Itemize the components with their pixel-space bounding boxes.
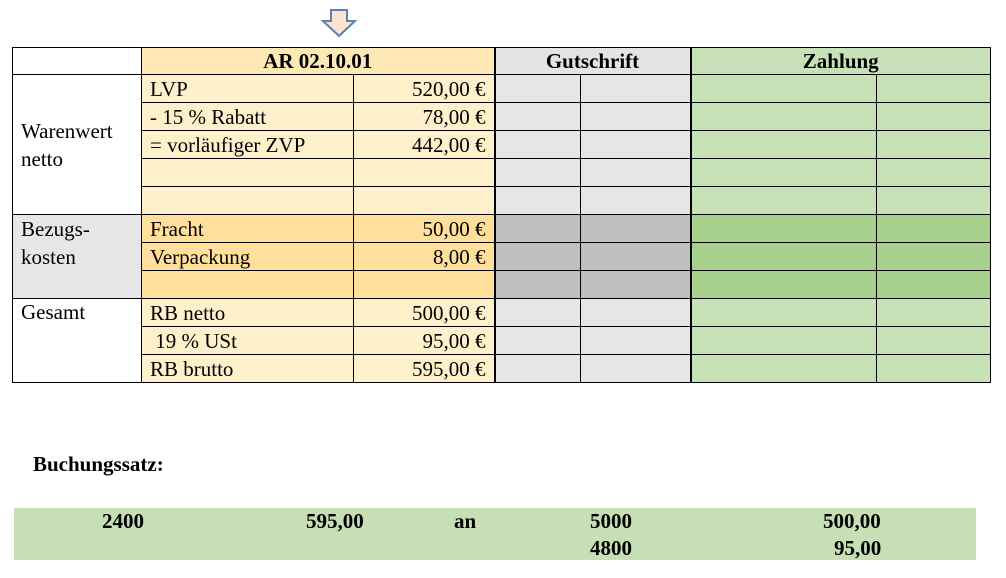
bezugskosten-label-line1: Bezugs- xyxy=(21,217,90,241)
header-row xyxy=(13,48,991,75)
row-value: 520,00 € xyxy=(354,75,495,103)
zahlung-cell xyxy=(691,271,877,299)
gutschrift-cell xyxy=(495,103,581,131)
row-value xyxy=(354,159,495,187)
gutschrift-cell xyxy=(581,75,691,103)
zahlung-cell xyxy=(877,187,991,215)
bezugskosten-label-line2: kosten xyxy=(21,245,76,269)
soll-konto: 2400 xyxy=(102,509,144,533)
down-arrow-icon xyxy=(319,8,359,38)
an-keyword: an xyxy=(454,509,477,533)
gutschrift-cell xyxy=(495,75,581,103)
table-row xyxy=(13,159,991,187)
row-label: - 15 % Rabatt xyxy=(142,103,354,131)
gutschrift-cell xyxy=(581,103,691,131)
gutschrift-cell xyxy=(581,355,691,383)
row-value xyxy=(354,271,495,299)
table-row xyxy=(13,131,991,159)
zahlung-cell xyxy=(691,187,877,215)
haben-betrag-1: 500,00 xyxy=(823,509,881,533)
gutschrift-cell xyxy=(581,271,691,299)
table-row xyxy=(13,75,991,103)
row-label xyxy=(142,271,354,299)
zahlung-cell xyxy=(691,159,877,187)
zahlung-cell xyxy=(877,299,991,327)
gutschrift-cell xyxy=(495,271,581,299)
gutschrift-cell xyxy=(581,159,691,187)
gutschrift-cell xyxy=(495,131,581,159)
table-row xyxy=(13,215,991,243)
zahlung-cell xyxy=(691,327,877,355)
gutschrift-cell xyxy=(581,131,691,159)
corner-cell xyxy=(13,48,142,75)
gutschrift-cell xyxy=(581,187,691,215)
zahlung-cell xyxy=(877,271,991,299)
zahlung-cell xyxy=(877,327,991,355)
haben-konto-1: 5000 xyxy=(590,509,632,533)
gutschrift-cell xyxy=(495,327,581,355)
zahlung-cell xyxy=(691,215,877,243)
row-label: LVP xyxy=(142,75,354,103)
row-value: 442,00 € xyxy=(354,131,495,159)
gutschrift-cell xyxy=(495,159,581,187)
table-row xyxy=(13,103,991,131)
gutschrift-cell xyxy=(581,299,691,327)
row-label: = vorläufiger ZVP xyxy=(142,131,354,159)
zahlung-cell xyxy=(877,215,991,243)
row-label: RB brutto xyxy=(142,355,354,383)
gutschrift-cell xyxy=(495,243,581,271)
row-label: RB netto xyxy=(142,299,354,327)
row-label: 19 % USt xyxy=(142,327,354,355)
gutschrift-cell xyxy=(495,299,581,327)
zahlung-cell xyxy=(877,103,991,131)
zahlung-cell xyxy=(877,75,991,103)
haben-konto-2: 4800 xyxy=(590,536,632,560)
buchungssatz-title: Buchungssatz: xyxy=(33,452,164,476)
ar-header: AR 02.10.01 xyxy=(142,48,495,75)
row-value xyxy=(354,187,495,215)
table-row xyxy=(13,299,991,327)
gutschrift-cell xyxy=(495,215,581,243)
gutschrift-cell xyxy=(581,215,691,243)
zahlung-cell xyxy=(691,103,877,131)
zahlung-cell xyxy=(877,159,991,187)
soll-betrag: 595,00 xyxy=(306,509,364,533)
gutschrift-cell xyxy=(495,355,581,383)
row-value: 50,00 € xyxy=(354,215,495,243)
row-value: 500,00 € xyxy=(354,299,495,327)
table-row xyxy=(13,271,991,299)
row-label: Verpackung xyxy=(142,243,354,271)
zahlung-cell xyxy=(877,243,991,271)
gutschrift-header: Gutschrift xyxy=(495,48,691,75)
zahlung-cell xyxy=(691,355,877,383)
gesamt-label: Gesamt xyxy=(13,299,142,383)
row-label: Fracht xyxy=(142,215,354,243)
zahlung-cell xyxy=(877,355,991,383)
zahlung-cell xyxy=(877,131,991,159)
table-row xyxy=(13,243,991,271)
row-value: 95,00 € xyxy=(354,327,495,355)
bezugskosten-label xyxy=(13,215,142,299)
table-row xyxy=(13,327,991,355)
account-table xyxy=(12,47,991,383)
table-row xyxy=(13,355,991,383)
zahlung-cell xyxy=(691,131,877,159)
gutschrift-cell xyxy=(495,187,581,215)
zahlung-cell xyxy=(691,243,877,271)
buchungssatz-bar xyxy=(14,508,976,560)
warenwert-label: Warenwert netto xyxy=(13,75,142,215)
zahlung-cell xyxy=(691,75,877,103)
zahlung-header: Zahlung xyxy=(691,48,991,75)
gutschrift-cell xyxy=(581,243,691,271)
row-value: 595,00 € xyxy=(354,355,495,383)
row-value: 78,00 € xyxy=(354,103,495,131)
zahlung-cell xyxy=(691,299,877,327)
row-label xyxy=(142,187,354,215)
row-value: 8,00 € xyxy=(354,243,495,271)
row-label xyxy=(142,159,354,187)
gutschrift-cell xyxy=(581,327,691,355)
haben-betrag-2: 95,00 xyxy=(834,536,882,560)
table-row xyxy=(13,187,991,215)
